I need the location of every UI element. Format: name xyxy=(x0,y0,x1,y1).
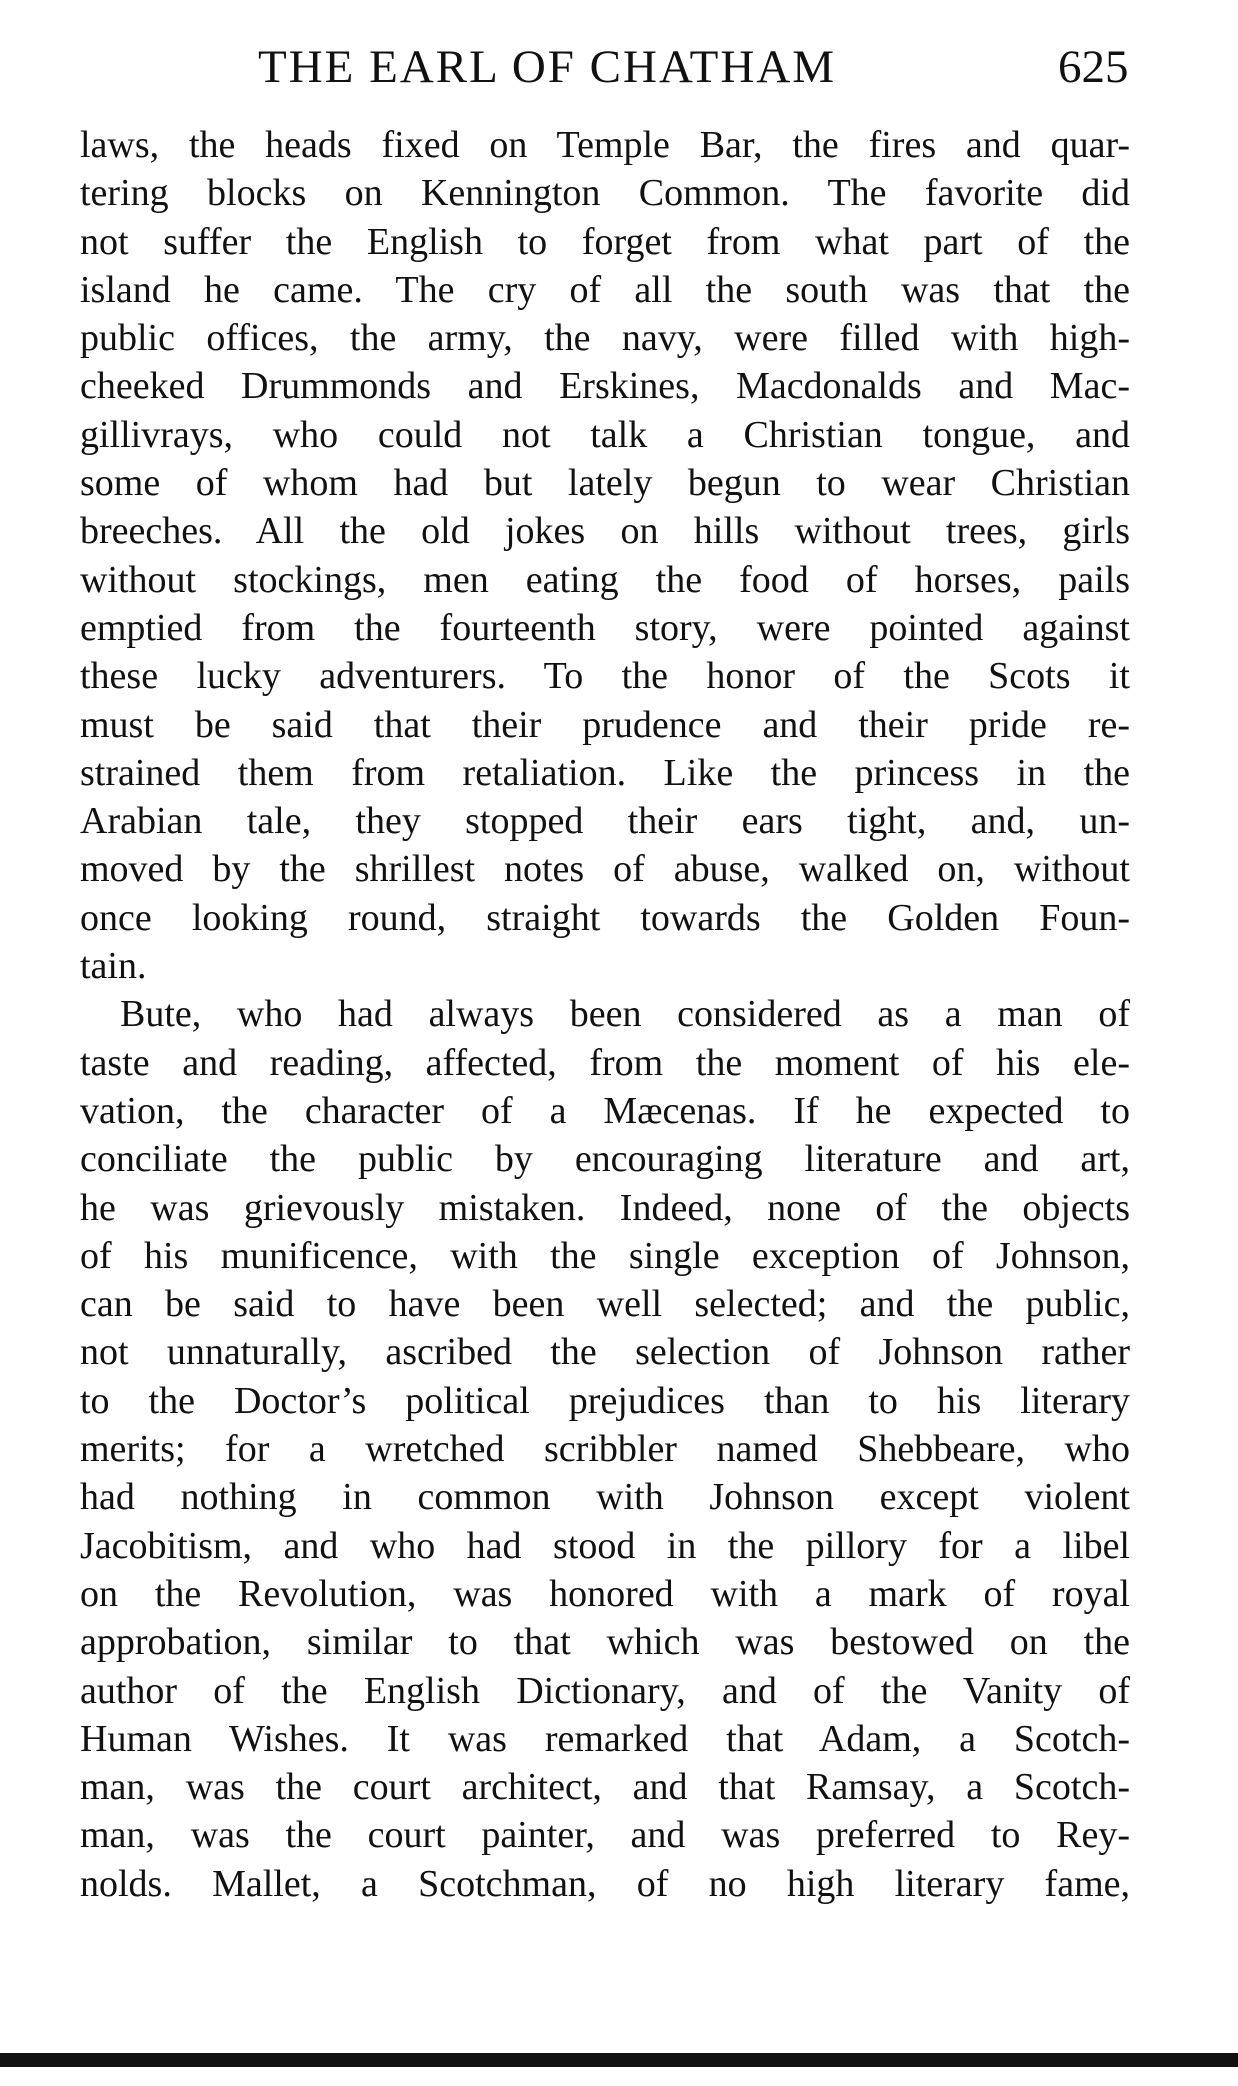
text-line: breeches. All the old jokes on hills without trees, girls xyxy=(80,510,1130,553)
text-line: once looking round, straight towards the Golden Foun- xyxy=(80,896,1130,939)
text-line: cheeked Drummonds and Erskines, Macdonalds and Mac- xyxy=(80,365,1130,408)
text-line: some of whom had but lately begun to wear Christian xyxy=(80,462,1130,505)
bottom-rule xyxy=(0,2053,1238,2067)
text-line: approbation, similar to that which was bestowed on the xyxy=(80,1621,1130,1664)
text-line: tering blocks on Kennington Common. The favorite did xyxy=(80,172,1130,215)
text-line: must be said that their prudence and their pride re- xyxy=(80,703,1130,746)
text-line: moved by the shrillest notes of abuse, walked on, without xyxy=(80,848,1130,891)
running-title: THE EARL OF CHATHAM xyxy=(258,41,837,93)
text-line: emptied from the fourteenth story, were pointed against xyxy=(80,606,1130,649)
text-line: these lucky adventurers. To the honor of the Scots it xyxy=(80,655,1130,698)
page-number: 625 xyxy=(1058,41,1129,93)
text-line: island he came. The cry of all the south was that the xyxy=(80,268,1130,311)
text-line: not unnaturally, ascribed the selection of Johnson rather xyxy=(80,1331,1130,1374)
text-line: to the Doctor’s political prejudices than to his literary xyxy=(80,1379,1130,1422)
text-line: nolds. Mallet, a Scotchman, of no high literary fame, xyxy=(80,1862,1130,1905)
text-line: of his munificence, with the single exception of Johnson, xyxy=(80,1234,1130,1277)
text-line: merits; for a wretched scribbler named Shebbeare, who xyxy=(80,1428,1130,1471)
text-line: author of the English Dictionary, and of the Vanity of xyxy=(80,1669,1130,1712)
text-line: vation, the character of a Mæcenas. If he expected to xyxy=(80,1089,1130,1132)
text-line: man, was the court painter, and was preferred to Rey- xyxy=(80,1814,1130,1857)
text-line: without stockings, men eating the food of horses, pails xyxy=(80,558,1130,601)
text-line: tain. xyxy=(80,945,147,988)
text-line: not suffer the English to forget from what part of the xyxy=(80,220,1130,263)
text-line: he was grievously mistaken. Indeed, none of the objects xyxy=(80,1186,1130,1229)
paragraph-2 xyxy=(80,990,1130,1908)
body-text xyxy=(80,121,1130,1908)
text-line: conciliate the public by encouraging literature and art, xyxy=(80,1138,1130,1181)
text-line: gillivrays, who could not talk a Christian tongue, and xyxy=(80,413,1130,456)
running-head xyxy=(0,40,1238,100)
text-line: on the Revolution, was honored with a mark of royal xyxy=(80,1572,1130,1615)
text-line: Arabian tale, they stopped their ears tight, and, un- xyxy=(80,800,1130,843)
text-line: Bute, who had always been considered as a man of xyxy=(120,993,1130,1036)
text-line: taste and reading, affected, from the moment of his ele- xyxy=(80,1041,1130,1084)
text-line: public offices, the army, the navy, were filled with high- xyxy=(80,317,1130,360)
text-line: Jacobitism, and who had stood in the pillory for a libel xyxy=(80,1524,1130,1567)
text-line: can be said to have been well selected; and the public, xyxy=(80,1283,1130,1326)
text-line: Human Wishes. It was remarked that Adam, a Scotch- xyxy=(80,1717,1130,1760)
text-line: strained them from retaliation. Like the princess in the xyxy=(80,751,1130,794)
text-line: had nothing in common with Johnson except violent xyxy=(80,1476,1130,1519)
text-line: laws, the heads fixed on Temple Bar, the fires and quar- xyxy=(80,124,1130,166)
paragraph-1 xyxy=(80,121,1130,990)
text-line: man, was the court architect, and that Ramsay, a Scotch- xyxy=(80,1766,1130,1809)
